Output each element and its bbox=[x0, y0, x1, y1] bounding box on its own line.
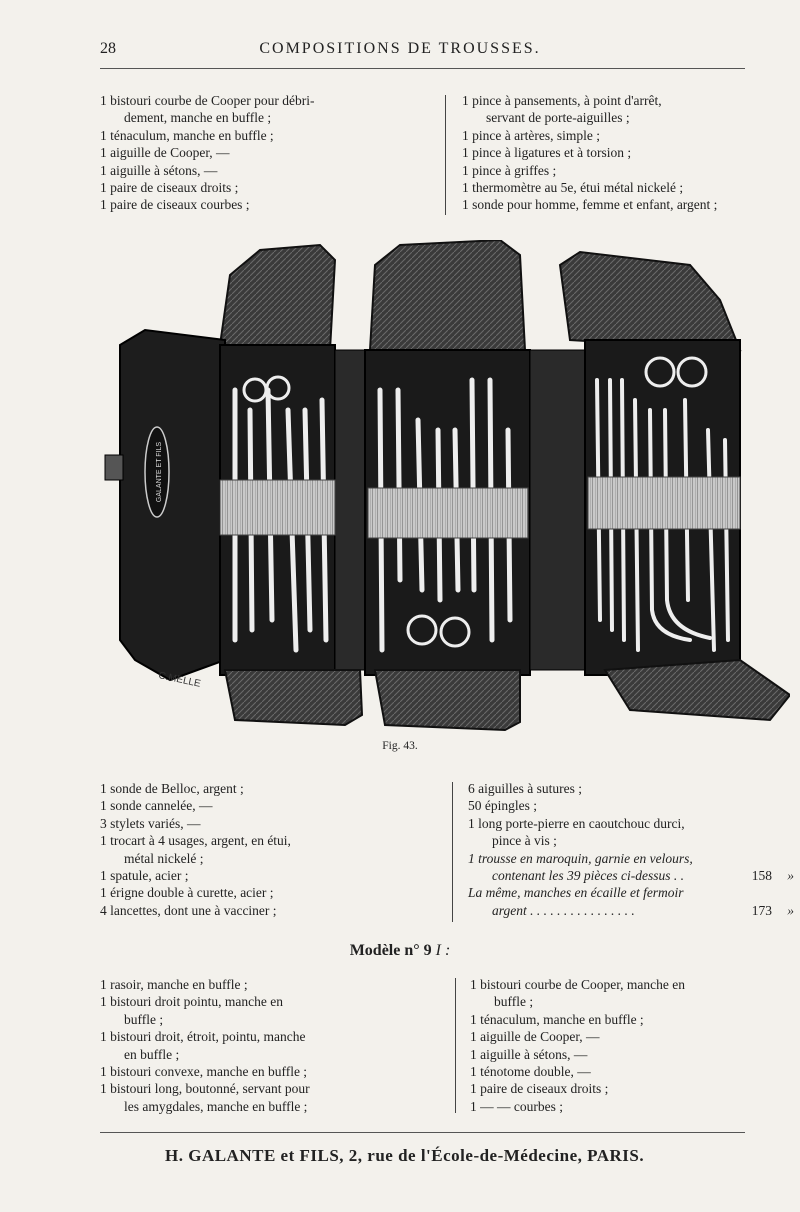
bottom-list-left bbox=[100, 976, 435, 1115]
list-item bbox=[462, 179, 772, 196]
list-item bbox=[462, 109, 772, 126]
list-item bbox=[468, 850, 768, 867]
list-item bbox=[462, 92, 772, 109]
bottom-flap-middle bbox=[375, 670, 520, 730]
top-flap-left bbox=[220, 245, 335, 350]
list-item-text: 1 trousse en maroquin, garnie en velours, bbox=[468, 850, 693, 866]
list-item-text: 1 ténotome double, — bbox=[470, 1064, 591, 1080]
list-item bbox=[100, 109, 435, 126]
panel-connector-1 bbox=[335, 350, 365, 670]
list-item-text: 1 paire de ciseaux droits ; bbox=[100, 180, 239, 196]
list-item bbox=[100, 976, 435, 993]
case-cover bbox=[120, 330, 225, 680]
list-item-text: 1 spatule, acier ; bbox=[100, 868, 189, 884]
list-item-text: métal nickelé ; bbox=[124, 850, 204, 866]
bottom-flap-left bbox=[225, 670, 362, 725]
list-item-text: 1 paire de ciseaux droits ; bbox=[470, 1081, 609, 1097]
engraver-signature: C.MELLE bbox=[157, 670, 202, 690]
model-label: Modèle n° 9 bbox=[349, 942, 432, 959]
list-item bbox=[100, 884, 435, 901]
model-heading bbox=[0, 942, 800, 960]
strap-1 bbox=[220, 480, 335, 535]
list-item bbox=[462, 162, 772, 179]
list-item-text: 1 aiguille à sétons, — bbox=[470, 1046, 588, 1062]
list-item-text: 1 — — courbes ; bbox=[470, 1098, 563, 1114]
list-item-text: 1 trocart à 4 usages, argent, en étui, bbox=[100, 833, 291, 849]
list-item bbox=[100, 815, 435, 832]
list-item bbox=[100, 902, 435, 919]
list-item-text: 4 lancettes, dont une à vacciner ; bbox=[100, 902, 277, 918]
list-item bbox=[100, 162, 435, 179]
list-item-text: contenant les 39 pièces ci-dessus . . bbox=[492, 868, 684, 884]
top-list-left bbox=[100, 92, 435, 214]
list-item bbox=[468, 815, 768, 832]
buckle bbox=[105, 455, 123, 480]
list-item-text: 1 bistouri courbe de Cooper, manche en bbox=[470, 977, 686, 992]
list-item-text: 3 stylets variés, — bbox=[100, 815, 201, 831]
list-item bbox=[100, 1028, 435, 1045]
list-item-text: 1 pince à pansements, à point d'arrêt, bbox=[462, 93, 662, 108]
panel-connector-2 bbox=[530, 350, 585, 670]
list-item-text: buffle ; bbox=[494, 994, 534, 1010]
strap-2 bbox=[368, 488, 528, 538]
list-item-text: 1 pince à artères, simple ; bbox=[462, 127, 600, 143]
item-price-mark: » bbox=[787, 868, 794, 884]
list-item-text: 1 bistouri convexe, manche en buffle ; bbox=[100, 1064, 308, 1080]
item-price: 158 bbox=[751, 868, 772, 884]
list-item-text: 1 long porte-pierre en caoutchouc durci, bbox=[468, 815, 685, 831]
list-item bbox=[100, 780, 435, 797]
list-item bbox=[100, 92, 435, 109]
middle-list-divider bbox=[452, 782, 453, 922]
list-item-text: dement, manche en buffle ; bbox=[124, 110, 272, 126]
list-item-text: 1 bistouri courbe de Cooper pour débri- bbox=[100, 93, 315, 108]
list-item bbox=[462, 144, 772, 161]
list-item-text: 6 aiguilles à sutures ; bbox=[468, 781, 582, 796]
top-flap-right bbox=[560, 252, 740, 350]
page-number: 28 bbox=[100, 40, 116, 57]
list-item-text: 1 aiguille de Cooper, — bbox=[470, 1029, 600, 1045]
list-item bbox=[470, 1046, 760, 1063]
list-item-text: buffle ; bbox=[124, 1011, 164, 1027]
list-item bbox=[100, 832, 435, 849]
item-price: 173 bbox=[751, 902, 772, 918]
footer-publisher: H. GALANTE et FILS, 2, rue de l'École-de-Médecine, PARIS. bbox=[165, 1146, 645, 1165]
list-item-text: 1 ténaculum, manche en buffle ; bbox=[470, 1011, 644, 1027]
list-item-text: 1 aiguille à sétons, — bbox=[100, 162, 218, 178]
list-item bbox=[100, 1011, 435, 1028]
list-item bbox=[100, 1046, 435, 1063]
list-item-text: 1 sonde de Belloc, argent ; bbox=[100, 781, 244, 796]
list-item-text: 1 paire de ciseaux courbes ; bbox=[100, 197, 250, 213]
figure-caption: Fig. 43. bbox=[382, 740, 418, 752]
bottom-list-right bbox=[470, 976, 760, 1115]
list-item bbox=[468, 902, 794, 919]
list-item-text: 1 pince à ligatures et à torsion ; bbox=[462, 145, 632, 161]
list-item-text: 1 sonde pour homme, femme et enfant, argent ; bbox=[462, 197, 718, 213]
list-item-text: 1 bistouri droit pointu, manche en bbox=[100, 994, 283, 1010]
top-list-divider bbox=[445, 95, 446, 215]
list-item bbox=[468, 797, 768, 814]
list-item bbox=[100, 144, 435, 161]
list-item bbox=[470, 1080, 760, 1097]
list-item bbox=[470, 993, 760, 1010]
top-list-right bbox=[462, 92, 772, 214]
list-item bbox=[470, 1098, 760, 1115]
list-item-text: servant de porte-aiguilles ; bbox=[486, 110, 630, 126]
header-rule bbox=[100, 68, 745, 69]
bottom-list-divider bbox=[455, 978, 456, 1113]
list-item-text: en buffle ; bbox=[124, 1046, 180, 1062]
list-item-text: 1 bistouri droit, étroit, pointu, manche bbox=[100, 1029, 306, 1045]
list-item bbox=[468, 884, 768, 901]
list-item-text: 1 aiguille de Cooper, — bbox=[100, 145, 230, 161]
list-item bbox=[100, 179, 435, 196]
list-item bbox=[468, 780, 768, 797]
list-item-text: les amygdales, manche en buffle ; bbox=[124, 1098, 308, 1114]
list-item-text: 50 épingles ; bbox=[468, 798, 537, 814]
list-item-text: pince à vis ; bbox=[492, 833, 557, 849]
middle-list-left bbox=[100, 780, 435, 919]
running-title: COMPOSITIONS DE TROUSSES. bbox=[259, 40, 541, 57]
list-item bbox=[470, 1063, 760, 1080]
list-item-text: argent . . . . . . . . . . . . . . . . bbox=[492, 902, 635, 918]
list-item-text: 1 pince à griffes ; bbox=[462, 162, 557, 178]
list-item bbox=[462, 196, 772, 213]
list-item-text: 1 sonde cannelée, — bbox=[100, 798, 213, 814]
top-flap-middle bbox=[370, 240, 525, 350]
list-item bbox=[100, 1080, 435, 1097]
case-label-text: GALANTE ET FILS bbox=[156, 441, 163, 503]
list-item bbox=[100, 1098, 435, 1115]
strap-3 bbox=[588, 477, 740, 529]
list-item bbox=[468, 832, 768, 849]
middle-list-right bbox=[468, 780, 794, 919]
instrument-case-figure bbox=[100, 240, 790, 735]
list-item bbox=[100, 1063, 435, 1080]
list-item-text: 1 ténaculum, manche en buffle ; bbox=[100, 127, 274, 143]
list-item-text: 1 thermomètre au 5e, étui métal nickelé ; bbox=[462, 180, 684, 196]
list-item bbox=[100, 196, 435, 213]
list-item bbox=[100, 797, 435, 814]
list-item bbox=[470, 1028, 760, 1045]
list-item-text: La même, manches en écaille et fermoir bbox=[468, 885, 684, 901]
list-item-text: 1 rasoir, manche en buffle ; bbox=[100, 977, 248, 992]
list-item bbox=[100, 127, 435, 144]
list-item bbox=[100, 850, 435, 867]
list-item bbox=[468, 867, 794, 884]
list-item bbox=[470, 1011, 760, 1028]
list-item-text: 1 érigne double à curette, acier ; bbox=[100, 885, 274, 901]
list-item bbox=[100, 867, 435, 884]
item-price-mark: » bbox=[787, 902, 794, 918]
footer-rule bbox=[100, 1132, 745, 1133]
bottom-flap-right bbox=[605, 660, 790, 720]
model-suffix: I : bbox=[435, 942, 451, 959]
list-item bbox=[100, 993, 435, 1010]
list-item bbox=[470, 976, 760, 993]
list-item-text: 1 bistouri long, boutonné, servant pour bbox=[100, 1081, 310, 1097]
list-item bbox=[462, 127, 772, 144]
